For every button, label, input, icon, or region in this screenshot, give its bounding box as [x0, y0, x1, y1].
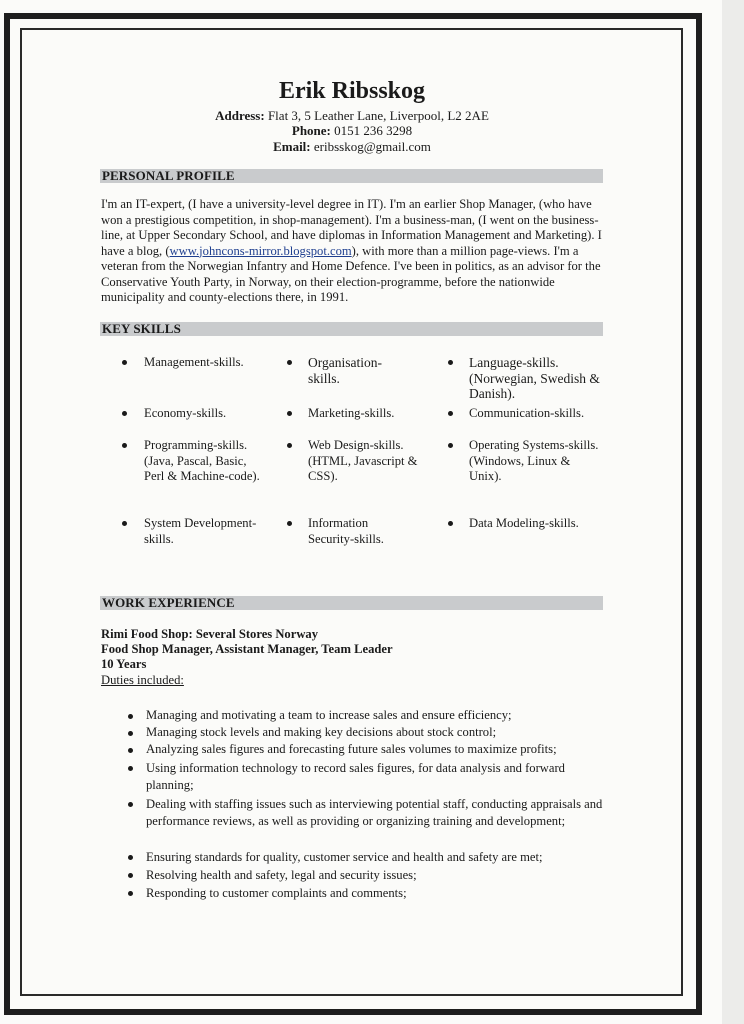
- duty-bullet: [128, 855, 133, 860]
- skill-item: Organisation-skills.: [308, 355, 382, 386]
- profile-text-part1: I'm an IT-expert, (I have a university-level degree in IT). I'm an earlier Shop Manager, (who have won a prestigious competition, in shop-management). I'm a business-man, (I went on the business-line, at Upper Secondary School, and have diplomas in Information Management and Marketing). I have a blog, (: [101, 197, 602, 258]
- duty-bullet: [128, 766, 133, 771]
- skill-item: Programming-skills. (Java, Pascal, Basic, Perl & Machine-code).: [144, 438, 260, 483]
- skill-item: System Development-skills.: [144, 516, 257, 546]
- phone-line: [0, 123, 704, 139]
- profile-section-title: PERSONAL PROFILE: [102, 168, 235, 183]
- duty-item: Managing and motivating a team to increase sales and ensure efficiency;: [146, 708, 512, 722]
- duty-item: Responding to customer complaints and comments;: [146, 886, 407, 900]
- skill-item: Operating Systems-skills. (Windows, Linux & Unix).: [469, 438, 599, 483]
- blog-link[interactable]: www.johncons-mirror.blogspot.com: [169, 243, 352, 258]
- employer: Rimi Food Shop: Several Stores Norway: [101, 627, 319, 641]
- duty-bullet: [128, 731, 133, 736]
- duty-bullet: [128, 802, 133, 807]
- email-value: eribsskog@gmail.com: [313, 139, 431, 154]
- email-label: Email:: [273, 139, 311, 154]
- duties-label: Duties included:: [101, 673, 184, 687]
- job-duration: 10 Years: [101, 657, 147, 671]
- skill-bullet: [448, 443, 453, 448]
- skill-bullet: [287, 411, 292, 416]
- skill-item: Language-skills. (Norwegian, Swedish & Danish).: [469, 355, 600, 401]
- duty-bullet: [128, 891, 133, 896]
- phone-value: 0151 236 3298: [334, 123, 413, 138]
- profile-text: [101, 197, 606, 306]
- skill-item: Data Modeling-skills.: [469, 516, 579, 530]
- duty-item: Dealing with staffing issues such as interviewing potential staff, conducting appraisals and performance reviews, as well as providing or organizing training and development;: [146, 797, 603, 828]
- skill-item: Web Design-skills. (HTML, Javascript & CSS).: [308, 438, 418, 483]
- skill-bullet: [287, 521, 292, 526]
- skill-bullet: [448, 411, 453, 416]
- candidate-name: Erik Ribsskog: [278, 78, 426, 104]
- profile-text-part2: ), with more than a million page-views. I'm a veteran from the Norwegian Infantry and Home Defence. I've been in politics, as an advisor for the Conservative Youth Party, in Norway, on their election-programme, before the nationwide municipality and county-elections there, in 1991.: [101, 243, 601, 304]
- duty-item: Ensuring standards for quality, customer service and health and safety are met;: [146, 850, 543, 864]
- skill-bullet: [122, 521, 127, 526]
- scan-edge: [722, 0, 744, 1024]
- address-line: [0, 108, 704, 124]
- skill-item: Information Security-skills.: [308, 516, 384, 546]
- skills-section-title: KEY SKILLS: [102, 321, 181, 336]
- job-roles: Food Shop Manager, Assistant Manager, Team Leader: [101, 642, 393, 656]
- duty-bullet: [128, 714, 133, 719]
- skill-bullet: [448, 360, 453, 365]
- address-value: Flat 3, 5 Leather Lane, Liverpool, L2 2AE: [267, 108, 489, 123]
- skill-bullet: [122, 443, 127, 448]
- work-section-title: WORK EXPERIENCE: [102, 595, 235, 610]
- duty-item: Managing stock levels and making key decisions about stock control;: [146, 725, 497, 739]
- skill-item: Economy-skills.: [144, 406, 227, 420]
- phone-label: Phone:: [291, 123, 331, 138]
- skill-bullet: [287, 360, 292, 365]
- skill-item: Marketing-skills.: [308, 406, 395, 420]
- skill-item: Communication-skills.: [469, 406, 585, 420]
- duty-item: Resolving health and safety, legal and security issues;: [146, 868, 417, 882]
- skill-bullet: [122, 360, 127, 365]
- duty-item: Analyzing sales figures and forecasting future sales volumes to maximize profits;: [146, 742, 557, 756]
- skill-bullet: [287, 443, 292, 448]
- skill-bullet: [448, 521, 453, 526]
- skill-item: Management-skills.: [144, 355, 244, 369]
- skill-bullet: [122, 411, 127, 416]
- duty-item: Using information technology to record sales figures, for data analysis and forward planning;: [146, 761, 565, 792]
- duty-bullet: [128, 748, 133, 753]
- email-line: [0, 139, 704, 155]
- duty-bullet: [128, 873, 133, 878]
- address-label: Address:: [215, 108, 265, 123]
